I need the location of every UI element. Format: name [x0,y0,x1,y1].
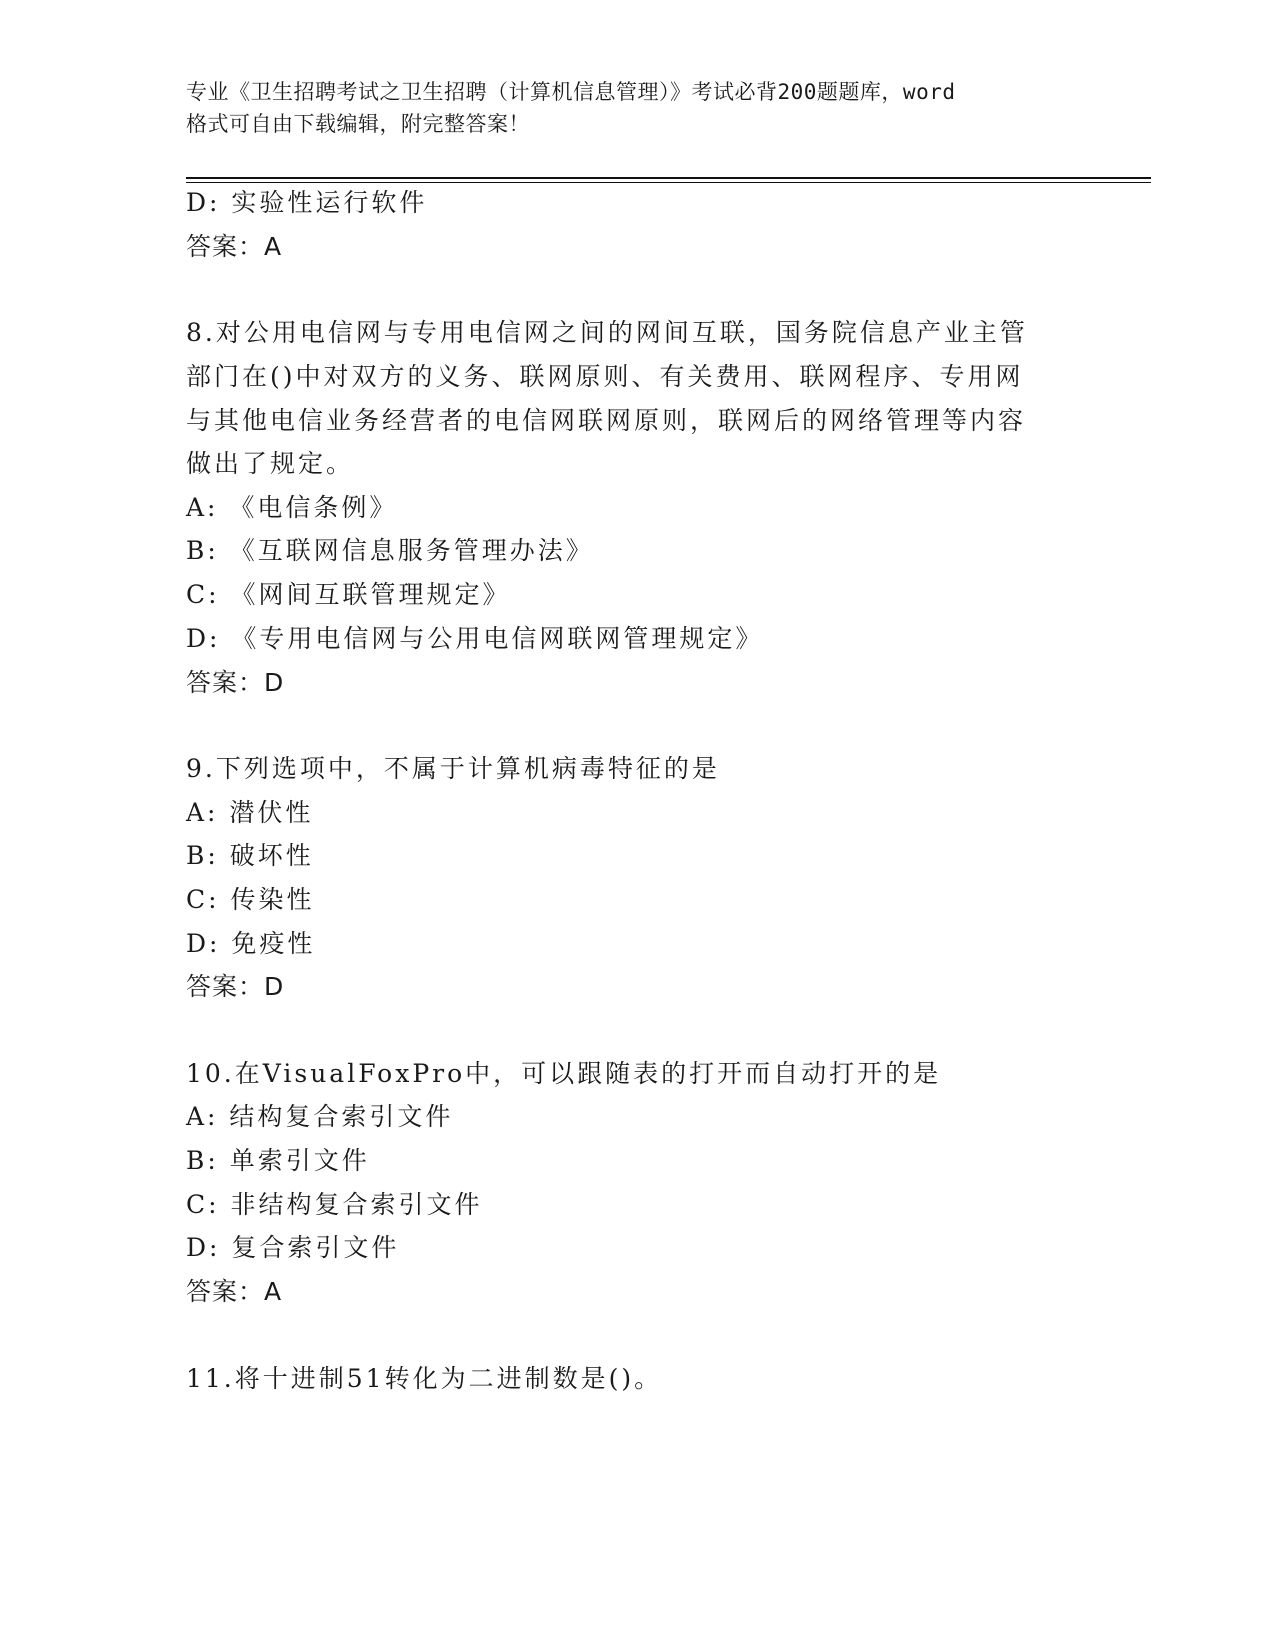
q8-stem-line-1: 8.对公用电信网与专用电信网之间的网间互联，国务院信息产业主管 [186,318,1028,347]
q10-option-a: A: 结构复合索引文件 [186,1102,454,1131]
q8-option-b: B: 《互联网信息服务管理办法》 [186,536,594,565]
q8-stem-line-4: 做出了规定。 [186,449,355,478]
header-line-1: 专业《卫生招聘考试之卫生招聘（计算机信息管理）》考试必背200题题库，word [186,80,956,104]
q8-stem-line-2: 部门在()中对双方的义务、联网原则、有关费用、联网程序、专用网 [186,362,1024,391]
q8-option-a: A: 《电信条例》 [186,493,398,522]
q9-answer: 答案：D [186,972,285,1001]
header-line-2: 格式可自由下载编辑，附完整答案！ [186,112,530,136]
q8-answer: 答案：D [186,668,285,697]
q9-stem: 9.下列选项中，不属于计算机病毒特征的是 [186,754,720,783]
q8-option-d: D: 《专用电信网与公用电信网联网管理规定》 [186,624,764,653]
header-divider-thick [186,177,1151,179]
q9-option-d: D: 免疫性 [186,929,316,958]
q10-stem: 10.在VisualFoxPro中，可以跟随表的打开而自动打开的是 [186,1059,942,1088]
q10-option-d: D: 复合索引文件 [186,1233,400,1262]
prev-answer: 答案：A [186,232,283,261]
q9-option-a: A: 潜伏性 [186,798,314,827]
header-divider-thin [186,182,1151,183]
q10-answer: 答案：A [186,1277,283,1306]
q9-option-b: B: 破坏性 [186,841,314,870]
q9-option-c: C: 传染性 [186,885,315,914]
q11-stem: 11.将十进制51转化为二进制数是()。 [186,1364,663,1393]
q10-option-b: B: 单索引文件 [186,1146,370,1175]
q8-option-c: C: 《网间互联管理规定》 [186,580,511,609]
prev-option-d: D: 实验性运行软件 [186,188,428,217]
document-header [186,76,1086,140]
q8-stem-line-3: 与其他电信业务经营者的电信网联网原则，联网后的网络管理等内容 [186,406,1027,435]
q10-option-c: C: 非结构复合索引文件 [186,1190,483,1219]
